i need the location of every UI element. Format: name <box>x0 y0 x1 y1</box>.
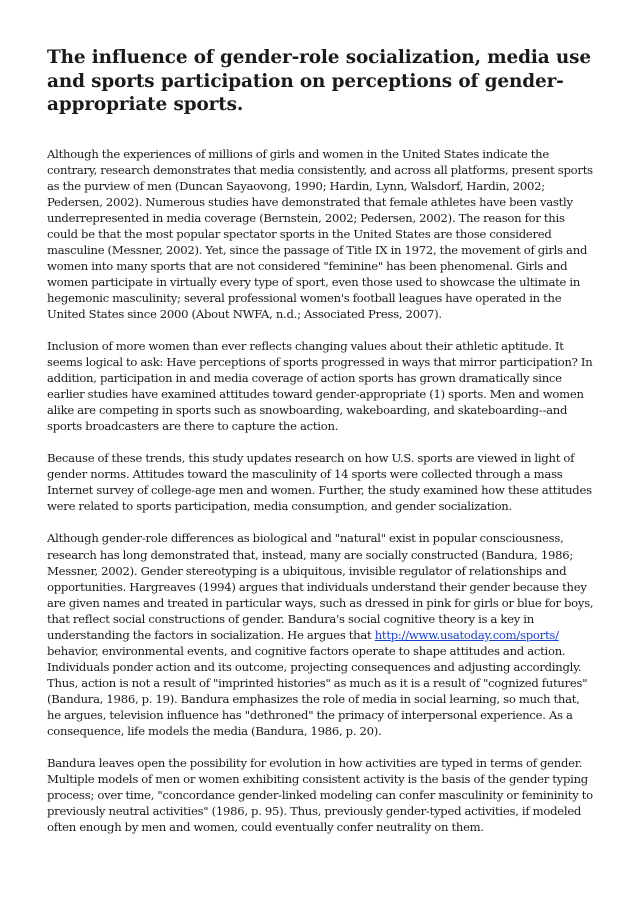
paragraph: Because of these trends, this study updates research on how U.S. sports are viewed in light of gender norms. Attitudes toward the masculinity of 14 sports were collected through a mass Internet survey of college-age men and women. Further, the study examined how these attitudes were related to sports participation, media consumption, and gender socialization. <box>47 451 592 514</box>
paragraph: Although the experiences of millions of girls and women in the United States indicate the contrary, research demonstrates that media consistently, and across all platforms, present sports as the purview of men (Duncan Sayaovong, 1990; Hardin, Lynn, Walsdorf, Hardin, 2002; Pedersen, 2002). Numerous studies have demonstrated that female athletes have been vastly underrepresented in media coverage (Bernstein, 2002; Pedersen, 2002). The reason for this could be that the most popular spectator sports in the United States are those considered masculine (Messner, 2002). Yet, since the passage of Title IX in 1972, the movement of girls and women into many sports that are not considered "feminine" has been phenomenal. Girls and women participate in virtually every type of sport, even those used to showcase the ultimate in hegemonic masculinity; several professional women's football leagues have operated in the United States since 2000 (About NWFA, n.d.; Associated Press, 2007). <box>47 146 593 321</box>
paragraph-text-before-link: Although gender-role differences as biological and "natural" exist in popular consciousness, research has long demonstrated that, instead, many are socially constructed (Bandura, 1986; Messner, 2002). Gender stereotyping is a ubiquitous, invisible regulator of relationships and opportunities. Hargreaves (1994) argues that individuals understand their gender because they are given names and treated in particular ways, such as dressed in pink for girls or blue for boys, that reflect social constructions of gender. Bandura's social cognitive theory is a key in understanding the factors in socialization. He argues that <box>47 531 594 642</box>
document-title: The influence of gender-role socialization, media use and sports participation on perceptions of gender-appropriate sports. <box>47 47 592 115</box>
usatoday-sports-link[interactable]: http://www.usatoday.com/sports/ <box>374 627 559 642</box>
paragraph: Bandura leaves open the possibility for evolution in how activities are typed in terms of gender. Multiple models of men or women exhibiting consistent activity is the basis of the gender typing process; over time, "concordance gender-linked modeling can confer masculinity or femininity to previously neutral activities" (1986, p. 95). Thus, previously gender-typed activities, if modeled often enough by men and women, could eventually confer neutrality on them. <box>47 756 593 835</box>
paragraph-text-after-link: behavior, environmental events, and cognitive factors operate to shape attitudes and action. Individuals ponder action and its outcome, projecting consequences and adjusting accordingly. Thus, action is not a result of "imprinted histories" as much as it is a result of "cognized futures" (Bandura, 1986, p. 19). Bandura emphasizes the role of media in social learning, so much that, he argues, television influence has "dethroned" the primacy of interpersonal experience. As a consequence, life models the media (Bandura, 1986, p. 20). <box>47 643 588 739</box>
paragraph-with-link <box>47 530 595 739</box>
document-page <box>47 46 595 851</box>
paragraph: Inclusion of more women than ever reflects changing values about their athletic aptitude. It seems logical to ask: Have perceptions of sports progressed in ways that mirror participation? In addition, participation in and media coverage of action sports has grown dramatically since earlier studies have examined attitudes toward gender-appropriate (1) sports. Men and women alike are competing in sports such as snowboarding, wakeboarding, and skateboarding--and sports broadcasters are there to capture the action. <box>47 339 593 434</box>
